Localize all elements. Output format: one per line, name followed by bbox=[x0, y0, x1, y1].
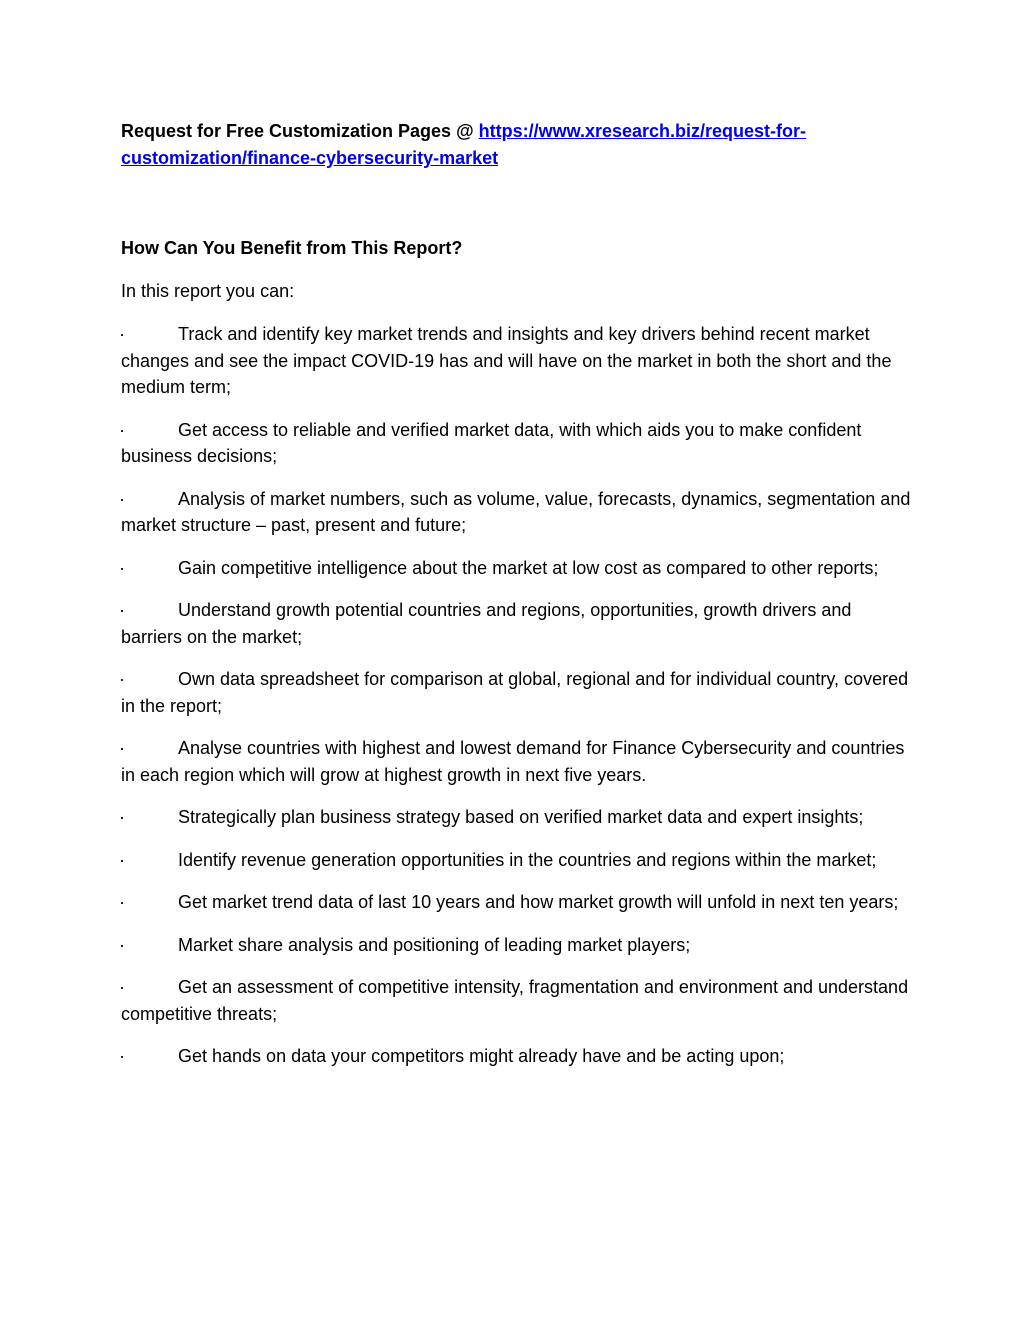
benefit-intro: In this report you can: bbox=[121, 281, 295, 301]
bullet-icon: · bbox=[119, 892, 125, 912]
list-item bbox=[121, 735, 911, 788]
list-item-text: Analyse countries with highest and lowest demand for Finance Cybersecurity and countries in each region which will grow at highest growth in next five years. bbox=[121, 738, 905, 785]
list-item-text: Gain competitive intelligence about the market at low cost as compared to other reports; bbox=[178, 557, 879, 578]
bullet-icon: · bbox=[119, 488, 125, 509]
customization-request-label: Request for Free Customization Pages @ bbox=[121, 121, 479, 141]
benefit-list bbox=[121, 321, 911, 1070]
list-item-text: Market share analysis and positioning of leading market players; bbox=[178, 934, 691, 955]
list-item bbox=[121, 847, 911, 874]
list-item-text: Get an assessment of competitive intensity, fragmentation and environment and understand competitive threats; bbox=[121, 977, 909, 1024]
bullet-icon: · bbox=[119, 669, 125, 689]
list-item-text: Get hands on data your competitors might already have and be acting upon; bbox=[178, 1046, 785, 1066]
bullet-icon: · bbox=[119, 324, 125, 344]
customization-request-line bbox=[121, 118, 911, 172]
list-item-text: Identify revenue generation opportunities in the countries and regions within the market; bbox=[178, 849, 877, 870]
list-item bbox=[121, 974, 911, 1027]
list-item bbox=[121, 321, 911, 401]
bullet-icon: · bbox=[119, 738, 125, 758]
list-item bbox=[121, 889, 911, 916]
list-item-text: Analysis of market numbers, such as volume, value, forecasts, dynamics, segmentation and market structure – past, present and future; bbox=[121, 488, 911, 535]
list-item-text: Own data spreadsheet for comparison at global, regional and for individual country, covered in the report; bbox=[121, 669, 909, 716]
bullet-icon: · bbox=[119, 1046, 125, 1066]
bullet-icon: · bbox=[119, 849, 125, 870]
list-item-text: Get market trend data of last 10 years and how market growth will unfold in next ten years; bbox=[178, 892, 899, 912]
list-item bbox=[121, 597, 911, 650]
list-item-text: Understand growth potential countries and regions, opportunities, growth drivers and barriers on the market; bbox=[121, 600, 852, 647]
bullet-icon: · bbox=[119, 600, 125, 620]
bullet-icon: · bbox=[119, 977, 125, 997]
bullet-icon: · bbox=[119, 419, 125, 440]
list-item bbox=[121, 417, 911, 470]
list-item-text: Strategically plan business strategy based on verified market data and expert insights; bbox=[178, 807, 864, 827]
bullet-icon: · bbox=[119, 934, 125, 955]
list-item bbox=[121, 932, 911, 959]
list-item bbox=[121, 666, 911, 719]
page-content bbox=[121, 118, 911, 1086]
list-item-text: Get access to reliable and verified market data, with which aids you to make confident business decisions; bbox=[121, 419, 862, 466]
list-item bbox=[121, 486, 911, 539]
bullet-icon: · bbox=[119, 807, 125, 827]
list-item bbox=[121, 1043, 911, 1070]
list-item bbox=[121, 804, 911, 831]
benefit-heading: How Can You Benefit from This Report? bbox=[121, 238, 463, 258]
customization-request-link[interactable]: https://www.xresearch.biz/request-for-customization/finance-cybersecurity-market bbox=[121, 121, 807, 168]
bullet-icon: · bbox=[119, 557, 125, 578]
list-item bbox=[121, 555, 911, 582]
list-item-text: Track and identify key market trends and insights and key drivers behind recent market changes and see the impact COVID-19 has and will have on the market in both the short and the medium term; bbox=[121, 324, 892, 397]
